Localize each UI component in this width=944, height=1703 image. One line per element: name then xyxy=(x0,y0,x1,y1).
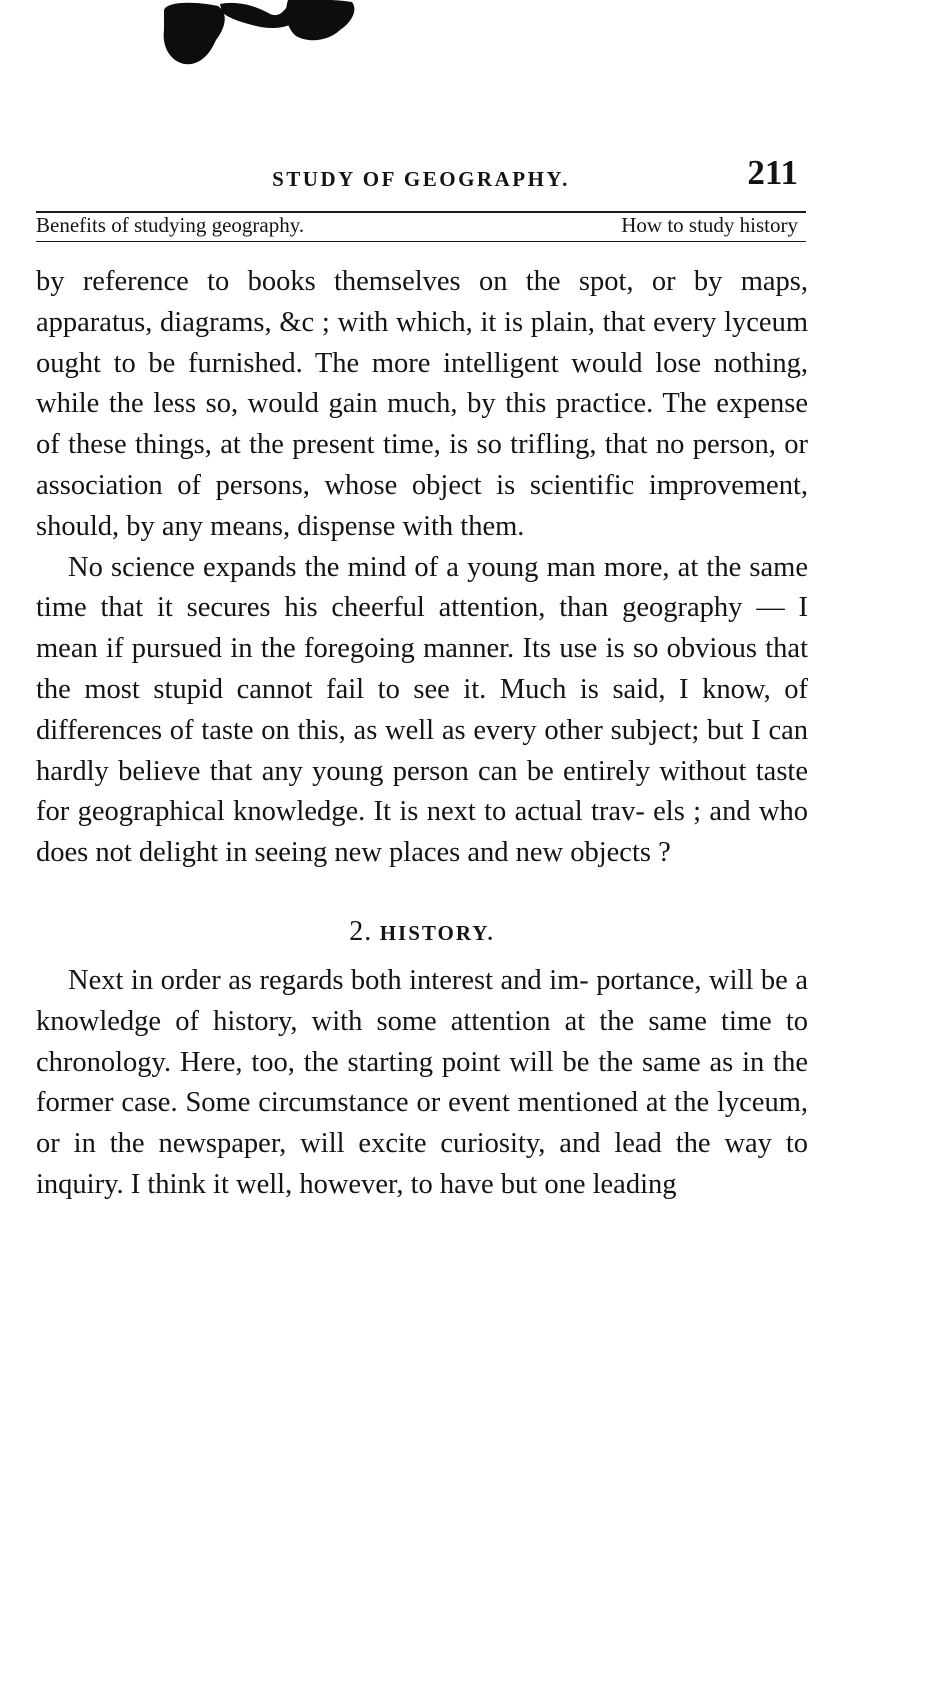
ink-blot xyxy=(160,0,360,72)
section-heading-history xyxy=(36,912,808,953)
running-head xyxy=(36,153,806,197)
subhead-right: How to study history xyxy=(621,213,798,237)
paragraph-continued: by reference to books themselves on the spot, or by maps, apparatus, diagrams, &c ; with which, it is plain, that every lyceum ought to be furnished. The more intelligent would lose nothing, while the less so, would gain much, by this practice. The expense of these things, at the present time, is so trifling, that no person, or association of persons, whose object is scientific improvement, should, by any means, dispense with them. xyxy=(36,266,808,542)
running-title: STUDY OF GEOGRAPHY. xyxy=(272,167,570,191)
section-title: HISTORY. xyxy=(379,920,495,945)
header-rule-bottom xyxy=(36,241,806,242)
body-text xyxy=(36,262,808,1206)
paragraph-geography: No science expands the mind of a young man more, at the same time that it secures his cheerful attention, than geography — I mean if pursued in the foregoing manner. Its use is so obvious that the most stupid cannot fail to see it. Much is said, I know, of differences of taste on this, as well as every other subject; but I can hardly believe that any young person can be entirely without taste for geographical knowledge. It is next to actual trav- els ; and who does not delight in seeing new places and new objects ? xyxy=(36,551,808,869)
section-number: 2. xyxy=(349,915,373,947)
page-number: 211 xyxy=(747,153,798,192)
subhead-left: Benefits of studying geography. xyxy=(36,213,305,237)
paragraph-history: Next in order as regards both interest and im- portance, will be a knowledge of history, with some attention at the same time to chronology. Here, too, the starting point will be the same as in the former case. Some circumstance or event mentioned at the lyceum, or in the newspaper, will excite curiosity, and lead the way to inquiry. I think it well, however, to have but one leading xyxy=(36,964,808,1200)
subheads xyxy=(36,212,806,242)
